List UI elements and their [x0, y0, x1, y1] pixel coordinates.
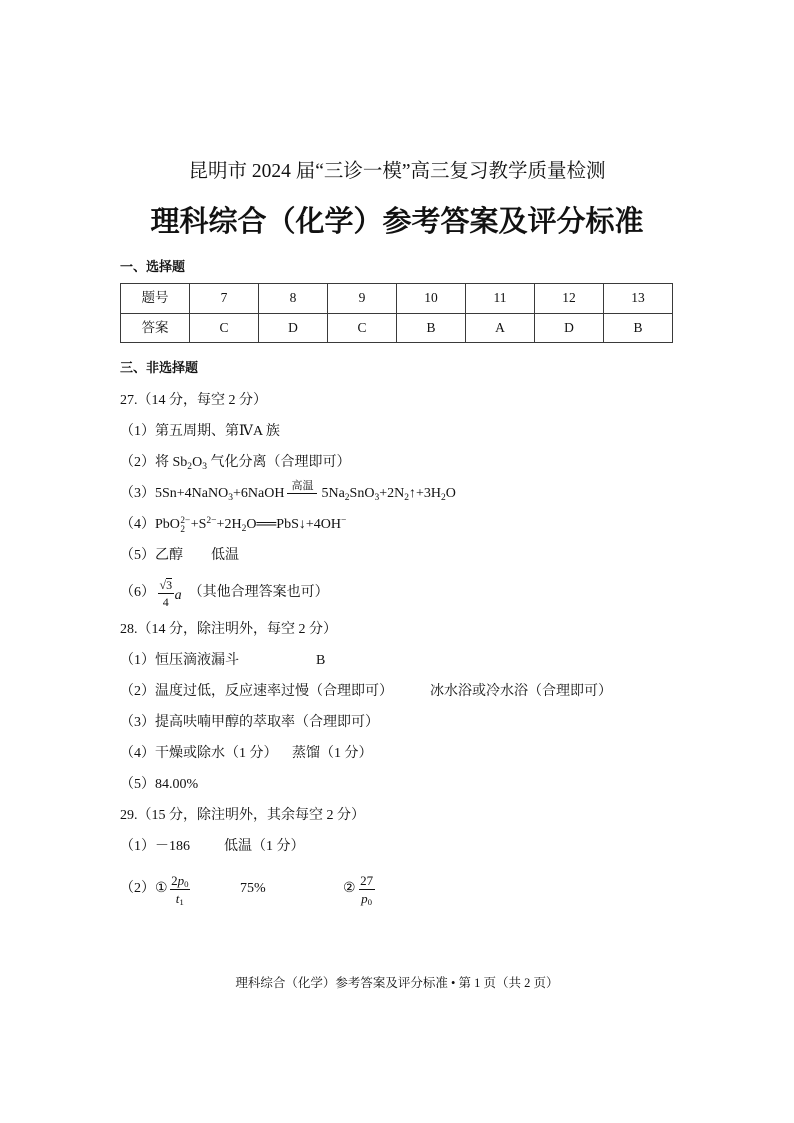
answer-cell: C — [190, 313, 259, 343]
answer-text: 第五周期、第ⅣA 族 — [155, 424, 280, 439]
equation-products — [321, 485, 455, 503]
fraction-expression — [158, 578, 174, 609]
question-number-cell: 9 — [328, 284, 397, 314]
answer-cell: B — [604, 313, 673, 343]
sub-question-label: （1） — [120, 424, 155, 439]
italic-variable: p — [177, 872, 185, 888]
sub-question-label: （5） — [120, 548, 155, 563]
answer-cell: D — [535, 313, 604, 343]
ionic-equation — [155, 516, 346, 534]
question-number-cell: 10 — [397, 284, 466, 314]
subscript: 3 — [202, 462, 207, 473]
subscript: 3 — [228, 493, 233, 504]
q29-answer-1 — [120, 832, 760, 863]
equation-products-run: ↑+3H — [409, 486, 442, 501]
page-footer: 理科综合（化学）参考答案及评分标准 • 第 1 页（共 2 页） — [235, 976, 559, 990]
sub-question-label: （1） — [120, 653, 155, 668]
answer-text-2: B — [316, 653, 326, 668]
section-multiple-choice-heading: 一、选择题 — [120, 260, 186, 275]
sub-question-label: （5） — [120, 777, 155, 792]
question-number-cell: 12 — [535, 284, 604, 314]
sub-question-label: （4） — [120, 517, 155, 532]
superscript: 2− — [180, 515, 191, 526]
q28-heading: 28.（14 分，除注明外，每空 2 分） — [120, 622, 337, 637]
equation-reactants-run: +6NaOH — [233, 486, 285, 501]
ionic-equation-run: +2H — [216, 516, 242, 532]
ionic-equation-run: PbO — [155, 516, 180, 532]
variable: a — [174, 588, 182, 603]
equation-products-run: O — [445, 486, 456, 501]
equation-products-run: +2N — [379, 486, 405, 501]
sub-question-label: （2） — [120, 684, 155, 699]
subscript: 2 — [344, 493, 350, 504]
answer-cell: A — [466, 313, 535, 343]
equation-reactants — [155, 485, 284, 503]
subscript: 2 — [404, 493, 409, 504]
superscript: 2− — [206, 516, 217, 527]
q27-heading: 27.（14 分，每空 2 分） — [120, 393, 267, 408]
question-number-cell: 8 — [259, 284, 328, 314]
sub-question-label: （2） — [120, 881, 155, 896]
equation-products-run: SnO — [349, 486, 375, 501]
equation-products-run: 5Na — [321, 486, 345, 501]
superscript: − — [340, 516, 347, 527]
question-number-cell: 13 — [604, 284, 673, 314]
answer-text-2: 蒸馏（1 分） — [292, 746, 373, 761]
sub-question-label: （3） — [120, 715, 155, 730]
exam-title: 昆明市 2024 届“三诊一模”高三复习教学质量检测 — [188, 161, 606, 182]
answer-text-2: 低温（1 分） — [224, 839, 305, 854]
table-row-question-numbers — [121, 284, 673, 314]
answer-cell: C — [328, 313, 397, 343]
question-number-header: 题号 — [121, 284, 190, 314]
document-title: 理科综合（化学）参考答案及评分标准 — [150, 206, 644, 238]
blank-marker-2: ② — [343, 881, 356, 896]
subscript: 2 — [241, 524, 247, 535]
answer-text-run: O — [192, 455, 203, 470]
multiple-choice-answer-table — [120, 283, 673, 343]
sub-question-label: （4） — [120, 746, 155, 761]
table-row-answers — [121, 313, 673, 343]
answer-text: －186 — [155, 839, 190, 854]
subscript: 1 — [179, 897, 184, 908]
reaction-condition: 高温 — [291, 479, 314, 492]
answer-text: 干燥或除水（1 分） — [155, 746, 278, 761]
answer-text-run: 气化分离（合理即可） — [206, 455, 351, 470]
answer-text: 恒压滴液漏斗 — [155, 653, 239, 668]
q29-heading: 29.（15 分，除注明外，其余每空 2 分） — [120, 808, 365, 823]
section-non-choice-heading: 三、非选择题 — [120, 361, 199, 376]
question-number-cell: 11 — [466, 284, 535, 314]
fraction-denominator: 4 — [162, 594, 169, 609]
radical-sign: √ — [159, 577, 167, 592]
sub-question-label: （6） — [120, 585, 155, 600]
q28-answer-4 — [120, 739, 760, 770]
answer-text: 提高呋喃甲醇的萃取率（合理即可） — [155, 715, 379, 730]
answer-text-2: 冰水浴或冷水浴（合理即可） — [430, 684, 612, 699]
subscript: 2 — [180, 524, 186, 535]
subscript: 0 — [184, 879, 189, 890]
subscript: 3 — [374, 493, 380, 504]
radicand: 3 — [166, 577, 173, 592]
answer-text-2: 75% — [240, 881, 266, 896]
charge-and-subscript — [180, 516, 190, 534]
fraction-denominator — [174, 890, 185, 906]
answer-text — [155, 454, 350, 472]
answer-cell: B — [397, 313, 466, 343]
q27-answer-3 — [120, 479, 760, 510]
sub-question-label: （3） — [120, 486, 155, 501]
table-body — [121, 284, 673, 343]
q28-answer-3 — [120, 708, 760, 739]
answer-text-2: 低温 — [211, 548, 239, 563]
answer-header: 答案 — [121, 313, 190, 343]
answer-note: （其他合理答案也可） — [188, 585, 329, 600]
italic-variable: t — [175, 890, 180, 906]
reaction-condition-line — [287, 479, 317, 494]
ionic-equation-run: O══PbS↓+4OH — [246, 516, 341, 532]
sub-question-label: （2） — [120, 455, 155, 470]
q27-answer-5 — [120, 541, 760, 572]
subscript: 2 — [441, 493, 446, 504]
subscript: 0 — [367, 897, 373, 908]
answer-text: 温度过低，反应速率过慢（合理即可） — [155, 684, 393, 699]
italic-variable: p — [361, 890, 368, 906]
sub-question-label: （1） — [120, 839, 155, 854]
equation-reactants-run: 5Sn+4NaNO — [155, 486, 229, 501]
fraction-denominator — [360, 890, 374, 906]
answer-text-run: 将 Sb — [155, 455, 188, 470]
q27-answer-2 — [120, 448, 760, 479]
ionic-equation-run: +S — [190, 516, 207, 532]
question-number-cell: 7 — [190, 284, 259, 314]
fraction-numerator — [170, 873, 190, 890]
answer-cell: D — [259, 313, 328, 343]
answer-text: 乙醇 — [155, 548, 183, 563]
q28-answer-2 — [120, 677, 760, 708]
fraction-constant-expression — [359, 873, 375, 906]
fraction-numerator: 27 — [360, 872, 374, 888]
subscript: 2 — [187, 462, 193, 473]
fraction-rate-expression — [170, 873, 190, 906]
q28-answer-5 — [120, 770, 760, 801]
blank-3 — [343, 863, 375, 916]
q27-answer-6 — [120, 572, 760, 615]
fraction-numerator — [158, 578, 174, 594]
fraction-numerator-run: 2 — [171, 872, 178, 888]
q28-answer-1 — [120, 646, 760, 677]
blank-marker-1: ① — [155, 881, 168, 896]
answer-text: 84.00% — [155, 777, 199, 792]
q27-answer-1 — [120, 417, 760, 448]
non-choice-answers — [120, 386, 760, 916]
q29-answer-2 — [120, 863, 760, 916]
q27-answer-4 — [120, 510, 760, 541]
